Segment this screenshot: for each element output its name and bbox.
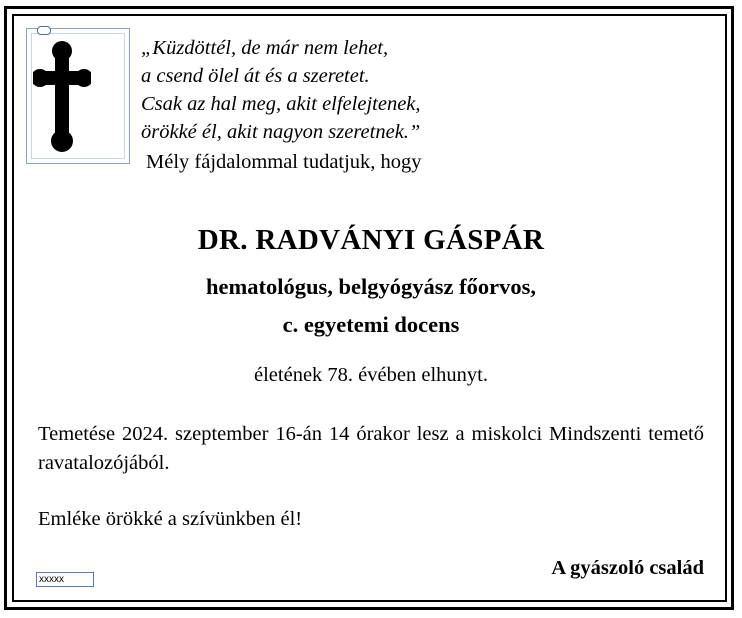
death-notice: életének 78. évében elhunyt.	[254, 364, 488, 386]
deceased-title-line1: hematológus, belgyógyász főorvos,	[206, 274, 536, 299]
poem-line: „Küzdöttél, de már nem lehet,	[141, 37, 389, 59]
deceased-name: DR. RADVÁNYI GÁSPÁR	[197, 224, 545, 256]
deceased-title-line2: c. egyetemi docens	[282, 312, 460, 337]
memory-text: Emléke örökké a szívünkben él!	[38, 508, 303, 530]
poem	[141, 34, 421, 146]
poem-line: Csak az hal meg, akit elfelejtenek,	[141, 93, 421, 115]
funeral-details: Temetése 2024. szeptember 16-án 14 órakor lesz a miskolci Mindszenti temető ravatalozójából.	[38, 423, 704, 474]
cross-icon	[33, 41, 91, 153]
signature: A gyászoló család	[551, 557, 704, 579]
intro-text: Mély fájdalommal tudatjuk, hogy	[146, 151, 422, 173]
code-field[interactable]: xxxxx	[36, 572, 94, 587]
poem-line: a csend ölel át és a szeretet.	[141, 65, 370, 87]
poem-line: örökké él, akit nagyon szeretnek.”	[141, 121, 421, 143]
image-anchor-icon[interactable]	[37, 26, 51, 35]
cross-image-frame[interactable]	[26, 28, 130, 164]
